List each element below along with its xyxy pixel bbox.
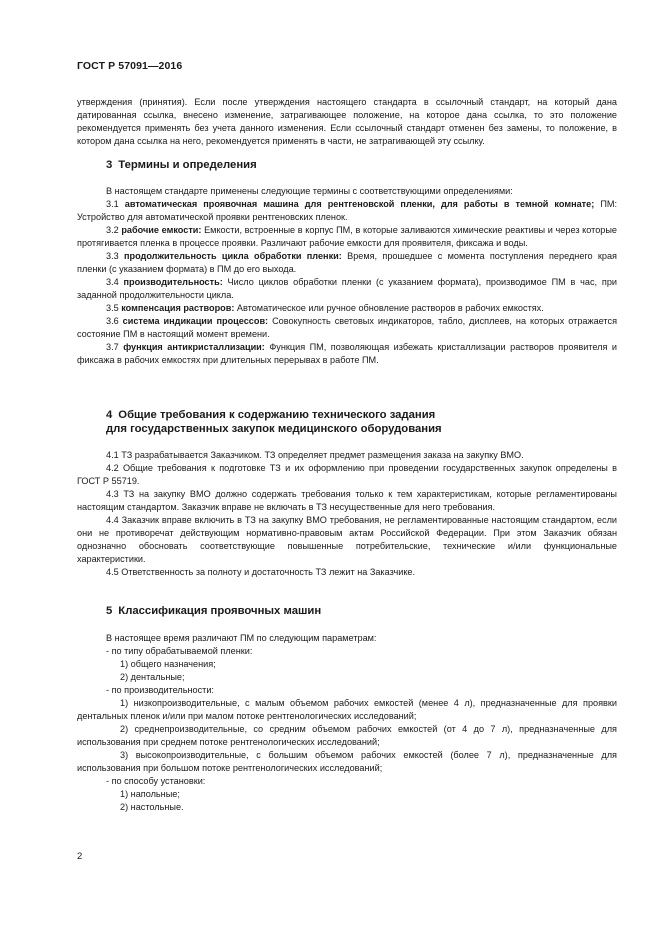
list-item: 1) низкопроизводительные, с малым объемом рабочих емкостей (менее 4 л), предназначенные для проявки дентальных пленок и/или при малом потоке рентгенологических исследований; <box>77 698 617 721</box>
section-5-lead: В настоящее время различают ПМ по следующим параметрам: <box>106 633 377 643</box>
list-item: 2) среднепроизводительные, со средним объемом рабочих емкостей (от 4 до 7 л), предназначенные для использования при среднем потоке рентгенологических исследований; <box>77 724 617 747</box>
standard-header: ГОСТ Р 57091—2016 <box>77 60 183 72</box>
list-item: 2) дентальные; <box>120 672 185 682</box>
term-definition: Число циклов обработки пленки (с указанием формата), производимое ПМ в час, при заданной продолжительности цикла. <box>77 277 617 300</box>
section-5-number: 5 <box>106 605 113 617</box>
term-3-7 <box>77 341 617 367</box>
list-item: 3) высокопроизводительные, с большим объемом рабочих емкостей (более 7 л), предназначенные для использования при большом потоке рентгенологических исследований; <box>77 750 617 773</box>
list-item: 2) настольные. <box>120 802 184 812</box>
term-3-4 <box>77 276 617 302</box>
term-3-3 <box>77 250 617 276</box>
section-5-title: Классификация проявочных машин <box>118 605 322 617</box>
section-4-heading <box>106 408 442 436</box>
term-definition: Время, прошедшее с момента поступления переднего края пленки (с указанием формата) в ПМ до его выхода. <box>77 251 617 274</box>
clause-4-2: 4.2 Общие требования к подготовке ТЗ и их оформлению при проведении государственных закупок определены в ГОСТ Р 55719. <box>77 463 617 486</box>
term-3-6 <box>77 315 617 341</box>
term-number: 3.6 <box>106 316 119 326</box>
term-number: 3.1 <box>106 199 119 209</box>
section-3-heading <box>106 158 257 172</box>
section-4-body <box>77 449 617 579</box>
term-3-5 <box>77 302 617 315</box>
term-name: производительность: <box>123 277 223 287</box>
section-5-body <box>77 632 617 814</box>
term-number: 3.2 <box>106 225 119 235</box>
performance-heading: - по производительности: <box>106 685 214 695</box>
section-4-title-line1: Общие требования к содержанию технического задания <box>118 409 436 421</box>
term-number: 3.7 <box>106 342 119 352</box>
installation-heading: - по способу установки: <box>106 776 206 786</box>
list-item: 1) общего назначения; <box>120 659 216 669</box>
term-name: рабочие емкости: <box>121 225 202 235</box>
term-definition: Автоматическое или ручное обновление растворов в рабочих емкостях. <box>234 303 544 313</box>
term-3-1 <box>77 198 617 224</box>
section-5-heading <box>106 604 321 618</box>
term-name: продолжительность цикла обработки пленки: <box>124 251 342 261</box>
list-item: 1) напольные; <box>120 789 180 799</box>
section-3-lead: В настоящем стандарте применены следующие термины с соответствующими определениями: <box>106 186 513 196</box>
term-name: автоматическая проявочная машина для рентгеновской пленки, для работы в темной комнате; <box>124 199 595 209</box>
section-3-body <box>77 185 617 367</box>
term-name: компенсация растворов: <box>121 303 235 313</box>
term-number: 3.4 <box>106 277 119 287</box>
section-4-title-line2: для государственных закупок медицинского оборудования <box>106 423 442 435</box>
clause-4-5: 4.5 Ответственность за полноту и достаточность ТЗ лежит на Заказчике. <box>106 567 416 577</box>
term-name: система индикации процессов: <box>122 316 269 326</box>
section-3-title: Термины и определения <box>118 159 257 171</box>
section-4-number: 4 <box>106 409 113 421</box>
term-definition: Функция ПМ, позволяющая избежать кристаллизации растворов проявителя и фиксажа в рабочих емкостях при длительных перерывах в работе ПМ. <box>77 342 617 365</box>
section-3-number: 3 <box>106 159 113 171</box>
term-3-2 <box>77 224 617 250</box>
term-definition: Емкости, встроенные в корпус ПМ, в которые заливаются химические реактивы и через которые протягивается пленка в процессе проявки. Различают рабочие емкости для проявителя, фиксажа и воды. <box>77 225 617 248</box>
term-number: 3.5 <box>106 303 119 313</box>
term-number: 3.3 <box>106 251 119 261</box>
film-type-heading: - по типу обрабатываемой пленки: <box>106 646 253 656</box>
clause-4-3: 4.3 ТЗ на закупку ВМО должно содержать требования только к тем характеристикам, которые регламентированы настоящим стандартом. Заказчик вправе не включать в ТЗ несущественные для него требования. <box>77 489 617 512</box>
intro-text: утверждения (принятия). Если после утверждения настоящего стандарта в ссылочный стандарт, на который дана датированная ссылка, внесено изменение, затрагивающее положение, на которое дана ссылка, то это положение рекомендуется применять без учета данного изменения. Если ссылочный стандарт отменен без замены, то положение, в котором дана ссылка на него, рекомендуется применять в части, не затрагивающей эту ссылку. <box>77 97 617 146</box>
term-definition: Совокупность световых индикаторов, табло, дисплеев, на которых отражается состояние ПМ в настоящий момент времени. <box>77 316 618 339</box>
term-name: функция антикристаллизации: <box>123 342 265 352</box>
page-number: 2 <box>77 851 83 862</box>
term-definition: ПМ: Устройство для автоматической проявки рентгеновских пленок. <box>77 199 618 222</box>
clause-4-1: 4.1 ТЗ разрабатывается Заказчиком. ТЗ определяет предмет размещения заказа на закупку ВМО. <box>106 450 524 460</box>
intro-paragraph <box>77 96 617 148</box>
clause-4-4: 4.4 Заказчик вправе включить в ТЗ на закупку ВМО требования, не регламентированные настоящим стандартом, если они не противоречат действующим нормативно-правовым актам Российской Федерации. При этом Заказчик обязан однозначно обосновать соответствующие повышенные потребительские, технические и/или функциональные характеристики. <box>77 515 617 564</box>
